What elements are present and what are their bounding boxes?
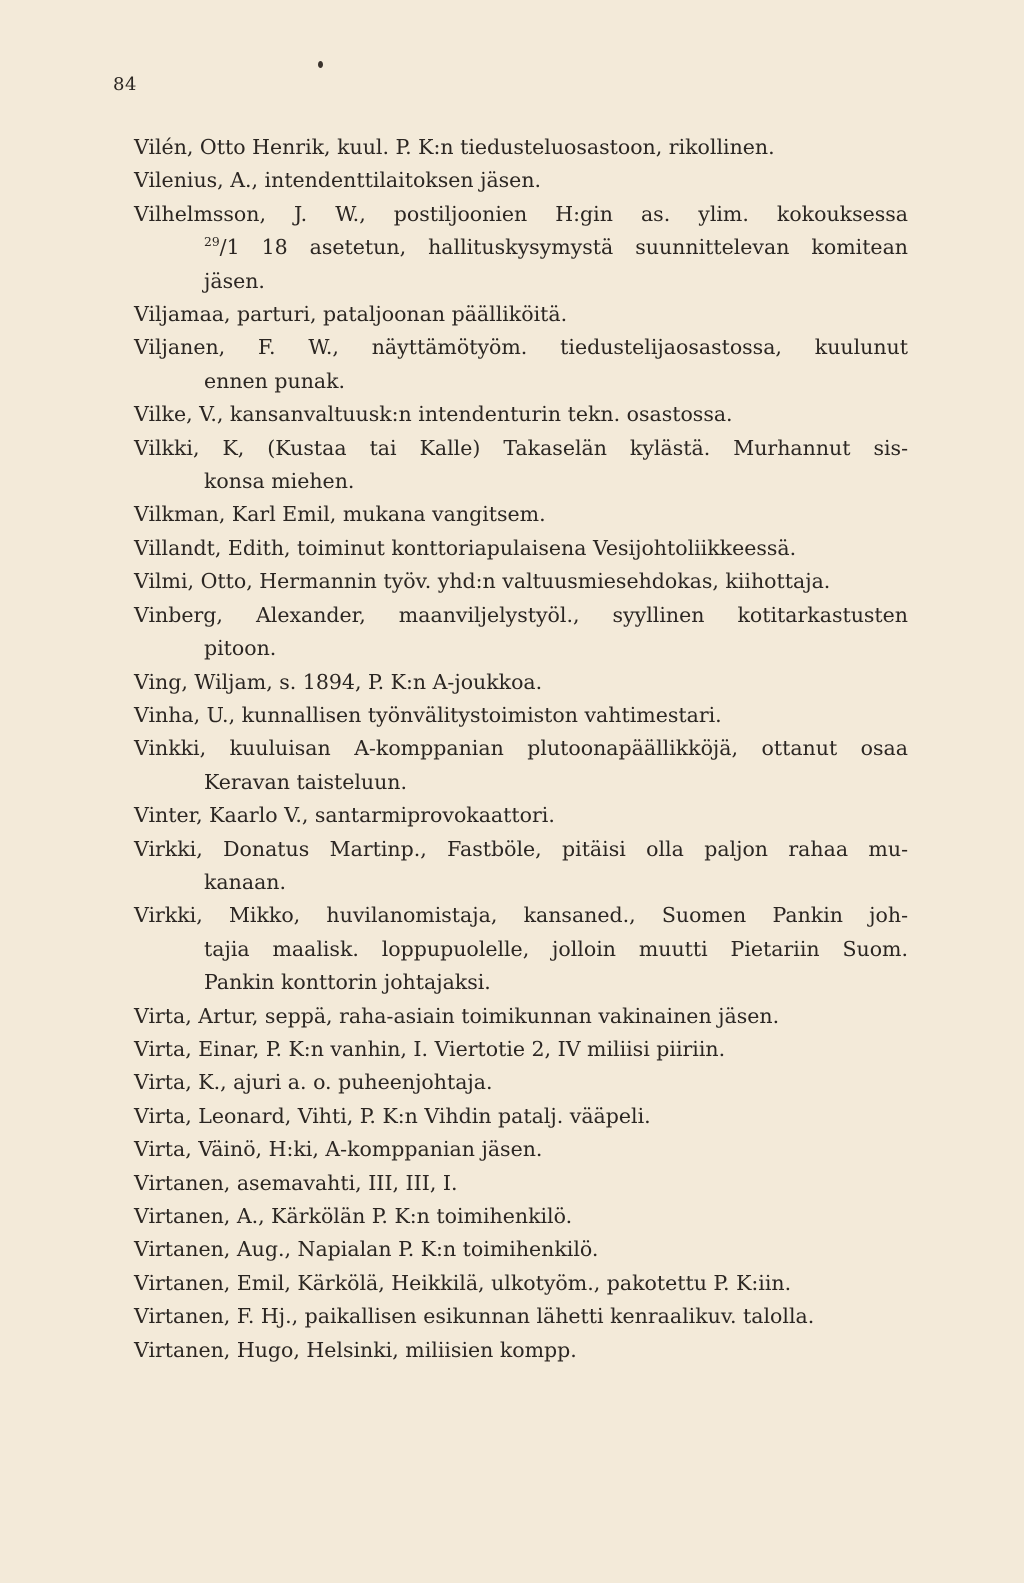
entry-line — [134, 599, 908, 632]
entry-line — [134, 365, 908, 398]
entry-text: Vilenius, A., intendenttilaitoksen jäsen. — [134, 168, 542, 193]
entry-line — [134, 198, 908, 231]
entry-text: Virtanen, Hugo, Helsinki, miliisien kompp. — [134, 1337, 577, 1362]
entry-line — [134, 1233, 908, 1266]
register-entry — [134, 1100, 908, 1133]
print-speck — [318, 61, 323, 68]
entry-line — [134, 833, 908, 866]
register-entry — [134, 1033, 908, 1066]
entry-line — [134, 866, 908, 899]
entry-line — [134, 966, 908, 999]
entry-line — [134, 331, 908, 364]
entry-text: Virtanen, asemavahti, III, III, I. — [134, 1170, 458, 1195]
entry-text: Vilkman, Karl Emil, mukana vangitsem. — [134, 502, 546, 527]
entry-text: tajia maalisk. loppupuolelle, jolloin muutti Pietariin Suom. — [204, 936, 908, 961]
entry-line — [134, 899, 908, 932]
entry-line — [134, 565, 908, 598]
entry-line — [134, 933, 908, 966]
entry-text: konsa miehen. — [204, 469, 355, 494]
entry-text: Vilhelmsson, J. W., postiljoonien H:gin as. ylim. kokouksessa — [134, 201, 908, 226]
register-entry — [134, 565, 908, 598]
entry-text: Vinha, U., kunnallisen työnvälitystoimiston vahtimestari. — [134, 702, 722, 727]
entry-line — [134, 265, 908, 298]
register-entry — [134, 799, 908, 832]
entry-text: ennen punak. — [204, 368, 346, 393]
entry-text: Vilén, Otto Henrik, kuul. P. K:n tiedusteluosastoon, rikollinen. — [134, 135, 775, 159]
entry-line — [134, 799, 908, 832]
entry-line — [134, 766, 908, 799]
entry-line — [134, 1133, 908, 1166]
entry-text: Virta, K., ajuri a. o. puheenjohtaja. — [134, 1070, 493, 1095]
entry-line — [134, 298, 908, 331]
entry-text: Virtanen, F. Hj., paikallisen esikunnan lähetti kenraalikuv. talolla. — [134, 1304, 815, 1329]
entry-text: kanaan. — [204, 869, 287, 894]
register-entry — [134, 666, 908, 699]
entry-line — [134, 1200, 908, 1233]
register-entry — [134, 331, 908, 398]
register-entry — [134, 1200, 908, 1233]
page-number: 84 — [113, 74, 137, 95]
entry-line — [134, 1066, 908, 1099]
entry-line — [134, 164, 908, 197]
register-entry — [134, 432, 908, 499]
register-entry — [134, 398, 908, 431]
entry-line — [134, 1100, 908, 1133]
register-entry — [134, 599, 908, 666]
entry-text: pitoon. — [204, 636, 277, 661]
entry-text: Vinberg, Alexander, maanviljelystyöl., syyllinen kotitarkastusten — [134, 602, 908, 627]
entry-text: Vinter, Kaarlo V., santarmiprovokaattori. — [134, 803, 555, 828]
entry-line — [134, 498, 908, 531]
entry-text: jäsen. — [204, 268, 265, 293]
register-entry — [134, 1133, 908, 1166]
entry-line — [134, 432, 908, 465]
entry-text: Pankin konttorin johtajaksi. — [204, 970, 491, 995]
entry-line — [134, 732, 908, 765]
entry-text: Virta, Väinö, H:ki, A-komppanian jäsen. — [134, 1137, 543, 1162]
entry-line — [134, 699, 908, 732]
entry-text: Virkki, Donatus Martinp., Fastböle, pitäisi olla paljon rahaa mu- — [134, 836, 908, 861]
entry-text: Virkki, Mikko, huvilanomistaja, kansaned., Suomen Pankin joh- — [134, 903, 908, 928]
register-entry — [134, 1000, 908, 1033]
register-entry — [134, 1334, 908, 1367]
entry-text: Virtanen, A., Kärkölän P. K:n toimihenkilö. — [134, 1204, 573, 1228]
entry-line — [134, 1267, 908, 1300]
register-entry — [134, 498, 908, 531]
register-entry — [134, 1066, 908, 1099]
entry-line — [134, 398, 908, 431]
entry-text: Viljamaa, parturi, pataljoonan päälliköitä. — [134, 302, 568, 327]
entry-text: Virtanen, Aug., Napialan P. K:n toimihenkilö. — [134, 1237, 599, 1262]
entry-text: Keravan taisteluun. — [204, 769, 408, 794]
entry-text: Virta, Leonard, Vihti, P. K:n Vihdin patalj. vääpeli. — [134, 1103, 651, 1128]
entry-line — [134, 1167, 908, 1200]
entry-text: Vinkki, kuuluisan A-komppanian plutoonapäällikköjä, ottanut osaa — [134, 736, 908, 761]
register-entry — [134, 899, 908, 999]
entry-text: Virta, Artur, seppä, raha-asiain toimikunnan vakinainen jäsen. — [134, 1003, 780, 1028]
entry-text: Villandt, Edith, toiminut konttoriapulaisena Vesijohtoliikkeessä. — [134, 535, 797, 560]
entry-text: Vilkki, K, (Kustaa tai Kalle) Takaselän kylästä. Murhannut sis- — [134, 435, 908, 460]
entry-line — [134, 231, 908, 264]
entry-line — [134, 632, 908, 665]
entry-line — [134, 1334, 908, 1367]
entry-text: Viljanen, F. W., näyttämötyöm. tiedustelijaosastossa, kuulunut — [134, 335, 908, 360]
entry-line — [134, 1000, 908, 1033]
entry-line — [134, 1300, 908, 1333]
entry-text: Vilmi, Otto, Hermannin työv. yhd:n valtuusmiesehdokas, kiihottaja. — [134, 569, 831, 594]
register-entries — [134, 131, 908, 1367]
entry-text: Ving, Wiljam, s. 1894, P. K:n A-joukkoa. — [134, 669, 543, 694]
register-entry — [134, 833, 908, 900]
entry-line — [134, 1033, 908, 1066]
entry-text: Virtanen, Emil, Kärkölä, Heikkilä, ulkotyöm., pakotettu P. K:iin. — [134, 1270, 792, 1295]
register-entry — [134, 298, 908, 331]
register-entry — [134, 131, 908, 164]
register-entry — [134, 1300, 908, 1333]
register-entry — [134, 164, 908, 197]
register-entry — [134, 1167, 908, 1200]
register-entry — [134, 1267, 908, 1300]
date-superscript: 29 — [204, 235, 220, 250]
entry-text: Virta, Einar, P. K:n vanhin, I. Viertotie 2, IV miliisi piiriin. — [134, 1036, 726, 1061]
register-entry — [134, 732, 908, 799]
register-entry — [134, 198, 908, 298]
entry-line — [134, 131, 908, 164]
entry-line — [134, 532, 908, 565]
register-entry — [134, 1233, 908, 1266]
entry-line — [134, 465, 908, 498]
entry-line — [134, 666, 908, 699]
register-entry — [134, 532, 908, 565]
entry-text: Vilke, V., kansanvaltuusk:n intendenturin tekn. osastossa. — [134, 402, 733, 427]
register-entry — [134, 699, 908, 732]
entry-text: /1 18 asetetun, hallituskysymystä suunnittelevan komitean — [219, 235, 908, 260]
